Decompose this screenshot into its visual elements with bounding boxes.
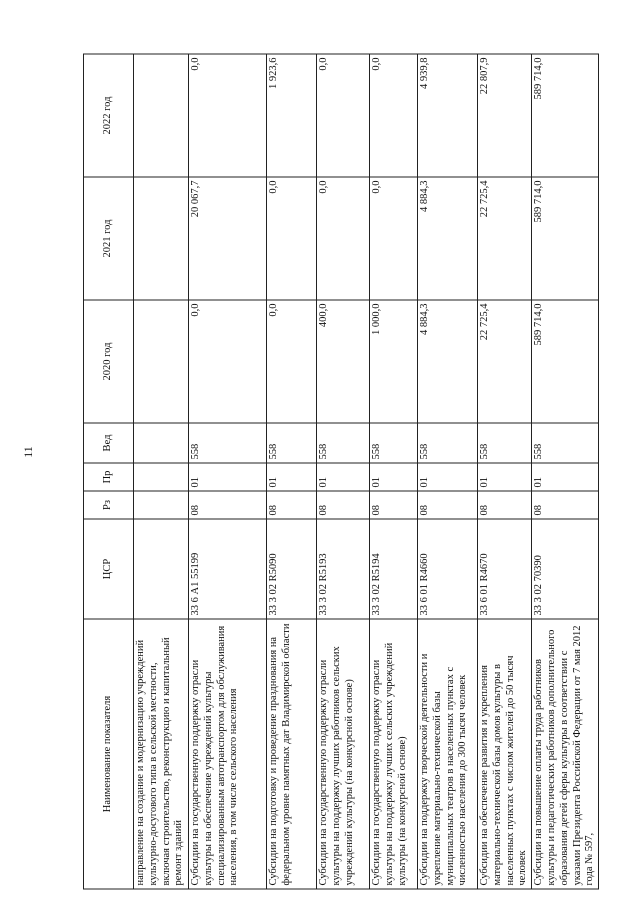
cell-year-2020: 1 000,0 <box>370 300 418 423</box>
cell-year-2022: 0,0 <box>317 54 370 177</box>
cell-year-2022: 4 939,8 <box>418 54 478 177</box>
cell-csr <box>134 519 189 619</box>
cell-year-2021: 4 884,3 <box>418 177 478 300</box>
header-csr: ЦСР <box>84 519 134 619</box>
table-row <box>134 54 189 889</box>
cell-csr: 33 6 А1 55199 <box>189 519 267 619</box>
cell-rz: 08 <box>189 491 267 519</box>
cell-pr: 01 <box>267 463 317 491</box>
cell-year-2020: 0,0 <box>189 300 267 423</box>
cell-indicator-name: Субсидии на государственную поддержку отрасли культуры на поддержку лучших сельских учреждений культуры (на конкурсной основе) <box>370 619 418 889</box>
cell-pr: 01 <box>189 463 267 491</box>
cell-year-2022: 0,0 <box>189 54 267 177</box>
rotated-page-content <box>83 55 596 890</box>
cell-year-2020 <box>134 300 189 423</box>
table-row <box>317 54 370 889</box>
cell-csr: 33 3 02 R5193 <box>317 519 370 619</box>
header-year-2022: 2022 год <box>84 54 134 177</box>
table-row <box>532 54 599 889</box>
cell-pr: 01 <box>370 463 418 491</box>
cell-year-2020: 0,0 <box>267 300 317 423</box>
header-pr: Пр <box>84 463 134 491</box>
cell-rz: 08 <box>267 491 317 519</box>
cell-year-2022: 22 807,9 <box>478 54 532 177</box>
cell-ved: 558 <box>370 423 418 463</box>
cell-ved: 558 <box>478 423 532 463</box>
table-row <box>370 54 418 889</box>
cell-rz: 08 <box>317 491 370 519</box>
cell-indicator-name: Субсидии на повышение оплаты труда работников культуры и педагогических работников дополнительного образования детей сферы культуры в соответствии с указами Президента Российской Федерации от 7 мая 2012 года № 597, <box>532 619 599 889</box>
cell-indicator-name: Субсидии на обеспечение развития и укрепления материально-технической базы домов культуры в населенных пунктах с числом жителей до 50 тысяч человек <box>478 619 532 889</box>
cell-pr <box>134 463 189 491</box>
cell-year-2021: 22 725,4 <box>478 177 532 300</box>
cell-indicator-name: Субсидии на государственную поддержку отрасли культуры на обеспечение учреждений культуры специализированным автотранспортом для обслуживания населения, в том числе сельского населения <box>189 619 267 889</box>
cell-rz: 08 <box>478 491 532 519</box>
header-rz: Рз <box>84 491 134 519</box>
cell-ved: 558 <box>317 423 370 463</box>
table-header-row <box>84 54 134 889</box>
cell-ved: 558 <box>267 423 317 463</box>
table-row <box>418 54 478 889</box>
cell-year-2020: 4 884,3 <box>418 300 478 423</box>
cell-indicator-name: Субсидии на государственную поддержку отрасли культуры на поддержку лучших работников сельских учреждений культуры (на конкурсной основе) <box>317 619 370 889</box>
table-row <box>478 54 532 889</box>
cell-year-2022: 1 923,6 <box>267 54 317 177</box>
cell-ved: 558 <box>189 423 267 463</box>
cell-year-2022: 589 714,0 <box>532 54 599 177</box>
cell-csr: 33 6 01 R4670 <box>478 519 532 619</box>
cell-year-2021 <box>134 177 189 300</box>
cell-indicator-name: направление на создание и модернизацию учреждений культурно-досугового типа в сельской местности, включая строительство, реконструкцию и капитальный ремонт зданий <box>134 619 189 889</box>
cell-year-2021: 0,0 <box>317 177 370 300</box>
cell-indicator-name: Субсидии на подготовку и проведение празднования на федеральном уровне памятных дат Владимирской области <box>267 619 317 889</box>
cell-year-2020: 22 725,4 <box>478 300 532 423</box>
cell-rz: 08 <box>370 491 418 519</box>
cell-year-2021: 20 067,7 <box>189 177 267 300</box>
header-year-2020: 2020 год <box>84 300 134 423</box>
cell-year-2020: 589 714,0 <box>532 300 599 423</box>
header-year-2021: 2021 год <box>84 177 134 300</box>
cell-year-2020: 400,0 <box>317 300 370 423</box>
table-row <box>267 54 317 889</box>
header-ved: Вед <box>84 423 134 463</box>
cell-pr: 01 <box>418 463 478 491</box>
cell-ved <box>134 423 189 463</box>
cell-csr: 33 6 01 R4660 <box>418 519 478 619</box>
cell-rz: 08 <box>532 491 599 519</box>
cell-year-2022 <box>134 54 189 177</box>
cell-rz <box>134 491 189 519</box>
cell-year-2021: 589 714,0 <box>532 177 599 300</box>
page-number: 11 <box>21 446 35 458</box>
cell-pr: 01 <box>317 463 370 491</box>
cell-year-2021: 0,0 <box>370 177 418 300</box>
cell-csr: 33 3 02 R5194 <box>370 519 418 619</box>
cell-year-2021: 0,0 <box>267 177 317 300</box>
cell-ved: 558 <box>532 423 599 463</box>
cell-rz: 08 <box>418 491 478 519</box>
cell-ved: 558 <box>418 423 478 463</box>
cell-csr: 33 3 02 R5090 <box>267 519 317 619</box>
table-row <box>189 54 267 889</box>
cell-csr: 33 3 02 70390 <box>532 519 599 619</box>
header-indicator-name: Наименование показателя <box>84 619 134 889</box>
cell-pr: 01 <box>478 463 532 491</box>
cell-year-2022: 0,0 <box>370 54 418 177</box>
cell-indicator-name: Субсидии на поддержку творческой деятельности и укрепление материально-технической базы муниципальных театров в населенных пунктах с численностью населения до 300 тысяч человек <box>418 619 478 889</box>
cell-pr: 01 <box>532 463 599 491</box>
budget-table <box>83 54 599 890</box>
